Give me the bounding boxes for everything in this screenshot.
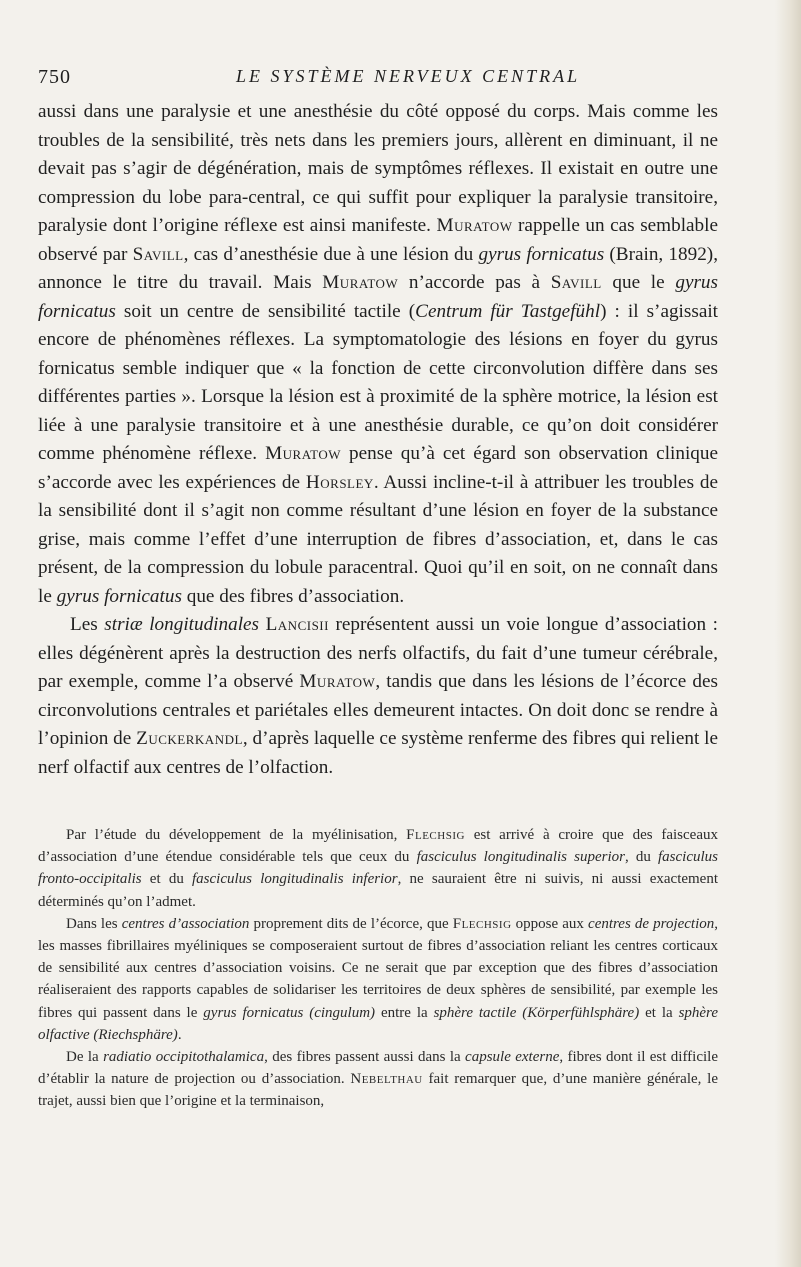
text-run: . Aussi incline-t-il à attribuer les troubles de la sensibilité dont il s’agit non comme résultant d’une lésion en foyer de la substance grise, mais comme l’effet d’une interruption de fibres d’association, et, dans le cas présent, de la compression du lobule paracentral. Quoi qu’il en soit, on ne connaît dans le <box>38 471 719 607</box>
text-run: que des fibres d’association. <box>181 585 405 607</box>
page-header <box>38 66 718 92</box>
text-run: n’accorde pas à <box>398 272 551 293</box>
text-run: , d’après laquelle ce système renferme des fibres qui relient le nerf olfactif aux centres de l’olfaction. <box>38 728 718 778</box>
author-name: Horsley <box>305 471 374 493</box>
text-run: et la <box>639 1004 679 1021</box>
text-run: soit un centre de sensibilité tactile ( <box>115 300 416 322</box>
notes-section <box>38 824 718 1113</box>
term: sphère olfactive (Riechsphäre) <box>38 1004 718 1043</box>
author-name: Savill <box>132 243 184 265</box>
page-edge-shadow <box>775 0 801 1267</box>
author-name: Lancisii <box>265 614 329 635</box>
latin-term: radiatio occipitothalamica <box>103 1049 265 1066</box>
term: capsule externe <box>465 1049 560 1066</box>
term: centres d’association <box>121 915 250 932</box>
text-run: ) : il s’agissait encore de phénomènes réflexes. La symptomatologie des lésions en foyer du gyrus fornicatus semble indiquer que « la fonction de cette circonvolution diffère dans ses différentes parties ». Lorsque la lésion est à proximité de la sphère motrice, la lésion est liée à une paralysie transitoire et à une anesthésie durable, ce qu’on doit considérer comme phénomène réflexe. <box>38 300 719 464</box>
text-run: De la <box>66 1049 104 1066</box>
text-run: oppose aux <box>511 915 589 932</box>
latin-term: gyrus fornicatus <box>56 585 182 607</box>
paragraph-1 <box>38 98 718 611</box>
term: sphère tactile (Körperfühlsphäre) <box>433 1004 640 1021</box>
text-run: Dans les <box>66 915 122 932</box>
author-name: Muratow <box>322 272 399 293</box>
text-run: , du <box>625 849 659 866</box>
author-name: Nebelthau <box>350 1071 423 1088</box>
text-run: , fibres dont il est difficile d’établir la nature de projection ou d’association. <box>38 1049 718 1088</box>
text-run: fait remarquer que, d’une manière générale, le trajet, aussi bien que l’origine et la terminaison, <box>38 1071 718 1110</box>
page-number: 750 <box>38 66 71 88</box>
author-name: Muratow <box>299 671 376 692</box>
text-run: aussi dans une paralysie et une anesthésie du côté opposé du corps. Mais comme les troubles de la sensibilité, très nets dans les premiers jours, allèrent en diminuant, il ne devait pas s’agir de dégénération, mais de symptômes réflexes. Il existait en outre une compression du lobe para-central, ce qui suffit pour expliquer la paralysie transitoire, paralysie dont l’origine réflexe est ainsi manifeste. <box>38 101 718 236</box>
author-name: Flechsig <box>452 915 512 932</box>
text-run: Les <box>70 614 105 635</box>
term: centres de projection <box>588 915 715 932</box>
text-run: entre la <box>375 1004 434 1021</box>
latin-term: gyrus fornicatus <box>478 243 605 265</box>
running-title: LE SYSTÈME NERVEUX CENTRAL <box>236 66 581 86</box>
text-run: que le <box>601 272 676 293</box>
text-run: et du <box>141 871 193 888</box>
text-run: , cas d’anesthésie due à une lésion du <box>183 243 479 265</box>
author-name: Flechsig <box>406 827 465 843</box>
main-text <box>38 98 718 782</box>
german-term: Centrum für Tastgefühl <box>415 300 601 322</box>
latin-term: fasciculus longitudinalis superior <box>416 849 625 866</box>
text-run: , ne sauraient être ni suivis, ni aussi exactement déterminés qu’on l’admet. <box>38 871 719 910</box>
latin-term: gyrus fornicatus <box>38 272 718 322</box>
author-name: Muratow <box>436 215 513 236</box>
text-run: , tandis que dans les lésions de l’écorce des circonvolutions centrales et pariétales elles demeurent intactes. On doit donc se rendre à l’opinion de <box>38 671 719 749</box>
text-run: proprement dits de l’écorce, que <box>249 915 453 932</box>
text-run: . <box>177 1026 182 1043</box>
text-run: représentent aussi un voie longue d’association : elles dégénèrent après la destruction des nerfs olfactifs, du fait d’une tumeur cérébrale, par exemple, comme l’a observé <box>38 614 718 692</box>
note-paragraph-2 <box>38 913 718 1046</box>
text-run: (Brain, 1892), annonce le titre du travail. Mais <box>38 243 718 293</box>
text-run: rappelle un cas semblable observé par <box>38 215 718 265</box>
latin-term: fasciculus fronto-occipitalis <box>38 849 719 888</box>
note-paragraph-3 <box>38 1046 718 1113</box>
text-run: pense qu’à cet égard son observation clinique s’accorde avec les expériences de <box>38 443 718 493</box>
text-run: , les masses fibrillaires myéliniques se composeraient surtout de fibres d’association reliant les centres corticaux de sensibilité aux centres d’association voisins. Ce ne serait que par exception que des fibres d’association réaliseraient des rapports capables de solidariser les territoires de deux sphères de sensibilité, par exemple les fibres qui passent dans le <box>38 915 719 1021</box>
note-paragraph-1 <box>38 824 718 913</box>
author-name: Zuckerkandl <box>136 728 243 749</box>
text-run: Par l’étude du développement de la myélinisation, <box>66 827 407 843</box>
paragraph-2 <box>38 611 718 782</box>
latin-term: fasciculus longitudinalis inferior <box>192 871 398 888</box>
author-name: Savill <box>550 272 602 293</box>
text-run: est arrivé à croire que des faisceaux d’association d’une étendue considérable tels que ceux du <box>38 827 718 866</box>
text-run: , des fibres passent aussi dans la <box>264 1049 466 1066</box>
latin-term: striæ longitudinales <box>104 614 260 635</box>
author-name: Muratow <box>265 443 342 464</box>
latin-term: gyrus fornicatus (cingulum) <box>203 1004 376 1021</box>
